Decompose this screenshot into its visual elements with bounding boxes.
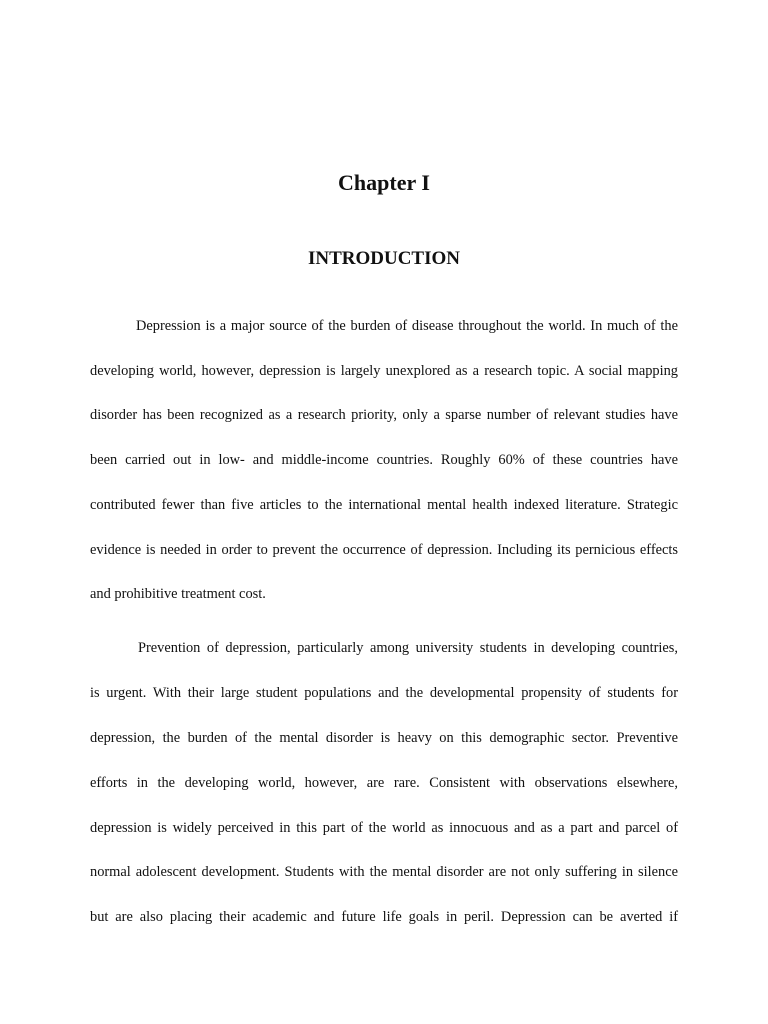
paragraph-line: disorder has been recognized as a research priority, only a sparse number of relevant studies have xyxy=(90,407,678,423)
paragraph-line: depression, the burden of the mental disorder is heavy on this demographic sector. Preventive xyxy=(90,730,678,746)
paragraph-line: and prohibitive treatment cost. xyxy=(90,586,266,602)
paragraph-line: developing world, however, depression is largely unexplored as a research topic. A social mapping xyxy=(90,363,678,379)
paragraph-line: Prevention of depression, particularly among university students in developing countries, xyxy=(138,640,678,656)
paragraph-line: evidence is needed in order to prevent the occurrence of depression. Including its pernicious effects xyxy=(90,542,678,558)
paragraph-line: depression is widely perceived in this part of the world as innocuous and as a part and parcel of xyxy=(90,820,678,836)
paragraph-line: but are also placing their academic and future life goals in peril. Depression can be averted if xyxy=(90,909,678,925)
paragraph-line: Depression is a major source of the burden of disease throughout the world. In much of the xyxy=(136,318,678,334)
paragraph-line: contributed fewer than five articles to the international mental health indexed literature. Strategic xyxy=(90,497,678,513)
paragraph-line: normal adolescent development. Students with the mental disorder are not only suffering in silence xyxy=(90,864,678,880)
chapter-title: Chapter I xyxy=(338,170,430,195)
paragraph-line: efforts in the developing world, however, are rare. Consistent with observations elsewhere, xyxy=(90,775,678,791)
paragraph-line: been carried out in low- and middle-income countries. Roughly 60% of these countries have xyxy=(90,452,678,468)
paragraph-line: is urgent. With their large student populations and the developmental propensity of students for xyxy=(90,685,678,701)
section-title: INTRODUCTION xyxy=(307,248,461,269)
